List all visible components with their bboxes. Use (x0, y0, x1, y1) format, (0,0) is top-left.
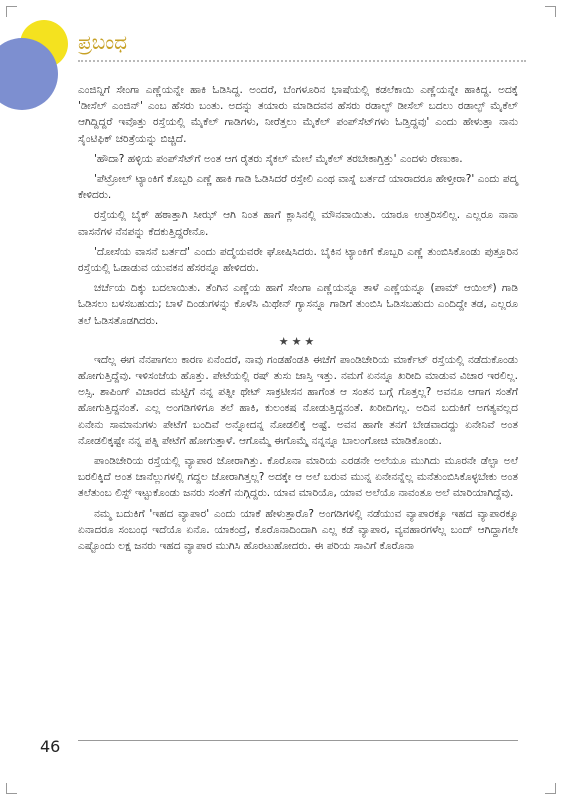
paragraph: 'ಹೌದಾ? ಹಳ್ಳಿಯ ಪಂಪ್‌ಸೆಟ್‌ಗೆ ಅಂತ ಆಗ ರೈತರು ಸೈಕಲ್ ಮೇಲೆ ಮೈಕೆಲ್ ತರಬೇಕಾಗ್ತಿತ್ತು' ಎಂದಳು ರೇಣುಕಾ. (94, 152, 463, 165)
paragraph: ನಮ್ಮ ಬದುಕಿಗೆ 'ಇಹದ ವ್ಯಾಪಾರ' ಎಂದು ಯಾಕೆ ಹೇಳುತ್ತಾರೊ? ಅಂಗಡಿಗಳಲ್ಲಿ ನಡೆಯುವ ವ್ಯಾಪಾರಕ್ಕೂ ಇಹದ ವ್ಯಾಪಾರಕ್ಕೂ ಏನಾದರೂ ಸಂಬಂಧ ಇದೆಯೊ ಏನೊ. ಯಾಕಂದ್ರೆ, ಕೊರೊನಾದಿಂದಾಗಿ ಎಲ್ಲ ಕಡೆ ವ್ಯಾಪಾರ, ವ್ಯವಹಾರಗಳೆಲ್ಲ ಬಂದ್ ಆಗಿದ್ದಾಗಲೇ ಎಷ್ಟೊಂದು ಲಕ್ಷ ಜನರು ಇಹದ ವ್ಯಾಪಾರ ಮುಗಿಸಿ ಹೊರಟುಹೋದರು. ಈ ಪರಿಯ ಸಾವಿಗೆ ಕೊರೊನಾ (78, 507, 518, 553)
crop-mark-top-right (545, 6, 556, 17)
crop-mark-bottom-left (6, 783, 17, 794)
crop-mark-bottom-right (545, 783, 556, 794)
section-title: ಪ್ರಬಂಧ (78, 30, 128, 54)
paragraph: 'ದೋಸೆಯ ವಾಸನೆ ಬರ್ತದೆ' ಎಂದು ಪದ್ಮೆಯವರೇ ಘೋಷಿಸಿದರು. ಬೈಕಿನ ಟ್ಯಾಂಕಿಗೆ ಕೊಬ್ಬರಿ ಎಣ್ಣೆ ತುಂಬಿಸಿಕೊಂಡು ಪುತ್ತೂರಿನ ರಸ್ತೆಯಲ್ಲಿ ಓಡಾಡುವ ಯುವಕನ ಹೆಸರನ್ನೂ ಹೇಳಿದರು. (78, 245, 518, 275)
paragraph: ರಸ್ತೆಯಲ್ಲಿ ಬೈಕ್ ಹಠಾತ್ತಾಗಿ ಸೀಝ್ ಆಗಿ ನಿಂತ ಹಾಗೆ ಕ್ಲಾಸಿನಲ್ಲಿ ಮೌನವಾಯಿತು. ಯಾರೂ ಉತ್ತರಿಸಲಿಲ್ಲ. ಎಲ್ಲರೂ ನಾನಾ ವಾಸನೆಗಳ ನೆನಪನ್ನು ಕೆದಕುತ್ತಿದ್ದರೇನೊ. (78, 209, 518, 238)
paragraph: ಪಾಂಡಿಚೇರಿಯ ರಸ್ತೆಯಲ್ಲಿ ವ್ಯಾಪಾರ ಜೋರಾಗಿತ್ತು. ಕೊರೊನಾ ಮಾರಿಯ ಎರಡನೇ ಅಲೆಯೂ ಮುಗಿದು ಮೂರನೇ ಡೆಲ್ಟಾ ಅಲೆ ಬರಲಿಕ್ಕಿದೆ ಅಂತ ಚಾನೆಲ್ಲುಗಳಲ್ಲಿ ಗದ್ದಲ ಜೋರಾಗಿತ್ತಲ್ಲ? ಅದಕ್ಕೇ ಆ ಅಲೆ ಬರುವ ಮುನ್ನ ಏನೇನನ್ನೆಲ್ಲ ಮನೆತುಂಬಿಸಿಕೊಳ್ಳಬೇಕು ಅಂತ ತಲೆತುಂಬ ಲಿಸ್ಟ್ ಇಟ್ಟುಕೊಂಡು ಜನರು ಸಂತೆಗೆ ನುಗ್ಗಿದ್ದರು. ಯಾವ ಮಾರಿಯೊ, ಯಾವ ಅಲೆಯೊ ನಾವಂತೂ ಅಲೆ ಮಾರಿಯಾಗಿದ್ದೆವು. (78, 455, 518, 500)
paragraph: ಎಂಜಿನ್ನಿಗೆ ಸೇಂಗಾ ಎಣ್ಣೆಯನ್ನೇ ಹಾಕಿ ಓಡಿಸಿದ್ದ. ಅಂದರೆ, ಬೆಂಗಳೂರಿನ ಭಾಷೆಯಲ್ಲಿ ಕಡಲೆಕಾಯಿ ಎಣ್ಣೆಯನ್ನೇ ಹಾಕಿದ್ದ. ಅದಕ್ಕೆ 'ಡೀಸೆಲ್ ಎಂಜಿನ್' ಎಂಬ ಹೆಸರು ಬಂತು. ಅದನ್ನು ತಯಾರು ಮಾಡಿದವನ ಹೆಸರು ರಡಾಲ್ಫ್ ಡೀಸೆಲ್ ಬದಲು ರಡಾಲ್ಫ್ ಮೈಕೆಲ್ ಆಗಿದ್ದಿದ್ದರೆ ಇವೊತ್ತು ರಸ್ತೆಯಲ್ಲಿ ಮೈಕೆಲ್ ಗಾಡಿಗಳು, ನೀರೆತ್ತಲು ಮೈಕೆಲ್ ಪಂಪ್‌ಸೆಟ್‌ಗಳು ಓಡ್ತಿದ್ದವು' ಎಂದು ಹೇಳುತ್ತಾ ನಾನು ಸೈಂಟಿಫಿಕ್ ಚರಿತ್ರೆಯನ್ನು ಬಿಚ್ಚಿದೆ. (78, 84, 518, 145)
article-body (78, 82, 518, 558)
paragraph: ಚರ್ಚೆಯ ದಿಕ್ಕು ಬದಲಾಯಿತು. ತೆಂಗಿನ ಎಣ್ಣೆಯ ಹಾಗೆ ಸೇಂಗಾ ಎಣ್ಣೆಯನ್ನೂ ತಾಳೆ ಎಣ್ಣೆಯನ್ನೂ (ಪಾಮ್ ಆಯಿಲ್) ಗಾಡಿ ಓಡಿಸಲು ಬಳಸಬಹುದು; ಬಾಳೆ ದಿಂಡುಗಳನ್ನು ಕೊಳೆಸಿ ಮಿಥೇನ್ ಗ್ಯಾಸನ್ನೂ ಗಾಡಿಗೆ ತುಂಬಿಸಿ ಓಡಿಸಬಹುದು ಎಂದಿದ್ದೇ ತಡ, ಎಲ್ಲರೂ ತಲೆ ಓಡಿಸತೊಡಗಿದರು. (78, 282, 518, 327)
header-divider (78, 60, 526, 62)
paragraph: ಇದೆಲ್ಲ ಈಗ ನೆನಪಾಗಲು ಕಾರಣ ಏನೆಂದರೆ, ನಾವು ಗಂಡಹೆಂಡತಿ ಈಚೆಗೆ ಪಾಂಡಿಚೇರಿಯ ಮಾರ್ಕೆಟ್ ರಸ್ತೆಯಲ್ಲಿ ನಡೆದುಕೊಂಡು ಹೋಗುತ್ತಿದ್ದೆವು. ಇಳಿಸಂಜೆಯ ಹೊತ್ತು. ಪೇಟೆಯಲ್ಲಿ ರಷ್ ತುಸು ಜಾಸ್ತಿ ಇತ್ತು. ನಮಗೆ ಏನನ್ನೂ ಖರೀದಿ ಮಾಡುವ ವಿಚಾರ ಇರಲಿಲ್ಲ. ಅಸ್ಸಿ. ಶಾಪಿಂಗ್ ವಿಚಾರದ ಮಟ್ಟಿಗೆ ನನ್ನ ಪತ್ನೀ ಥೇಟ್ ಸಾಕ್ರಟೀಸನ ಹಾಗೆಂತ ಆ ಸಂತನ ಬಗ್ಗೆ ಗೊತ್ತಲ್ಲ? ಅವನೂ ಆಗಾಗ ಸಂತೆಗೆ ಹೋಗುತ್ತಿದ್ದನಂತೆ. ಎಲ್ಲ ಅಂಗಡಿಗಳಿಗೂ ತಲೆ ಹಾಕಿ, ಕುಲಂಕಷ ನೋಡುತ್ತಿದ್ದನಂತೆ. ಖರೀದಿಗಲ್ಲ. ಅದಿನ ಬದುಕಿಗೆ ಅಗತ್ಯವಲ್ಲದ ಏನೇನು ಸಾಮಾನುಗಳು ಪೇಟೆಗೆ ಬಂದಿವೆ ಅನ್ನೋದನ್ನ ನೋಡಲಿಕ್ಕೆ ಅಷ್ಟೆ. ಅವನ ಹಾಗೇ ತನಗೆ ಬೇಡವಾದದ್ದು ಏನೇನಿವೆ ಅಂತ ನೋಡಲಿಕ್ಕಷ್ಟೇ ನನ್ನ ಪತ್ನಿ ಪೇಟೆಗೆ ಹೋಗುತ್ತಾಳೆ. ಆಗೊಮ್ಮೆ ಈಗೊಮ್ಮೆ ನನ್ನನ್ನೂ ಬಾಲಂಗೋಚಿ ಮಾಡಿಕೊಂಡು. (78, 353, 518, 447)
section-separator: ★★★ (278, 334, 318, 348)
footer-divider (78, 740, 518, 741)
decorative-circles (0, 0, 80, 120)
paragraph: 'ಪೆಟ್ರೋಲ್ ಟ್ಯಾಂಕಿಗೆ ಕೊಬ್ಬರಿ ಎಣ್ಣೆ ಹಾಕಿ ಗಾಡಿ ಓಡಿಸಿದರೆ ರಸ್ತೇಲಿ ಎಂಥ ವಾಸ್ನೆ ಬರ್ತದೆ ಯಾರಾದರೂ ಹೇಳ್ತೀರಾ?' ಎಂದು ಪದ್ಮ ಕೇಳಿದರು. (78, 173, 518, 202)
page-number: 46 (40, 737, 61, 756)
